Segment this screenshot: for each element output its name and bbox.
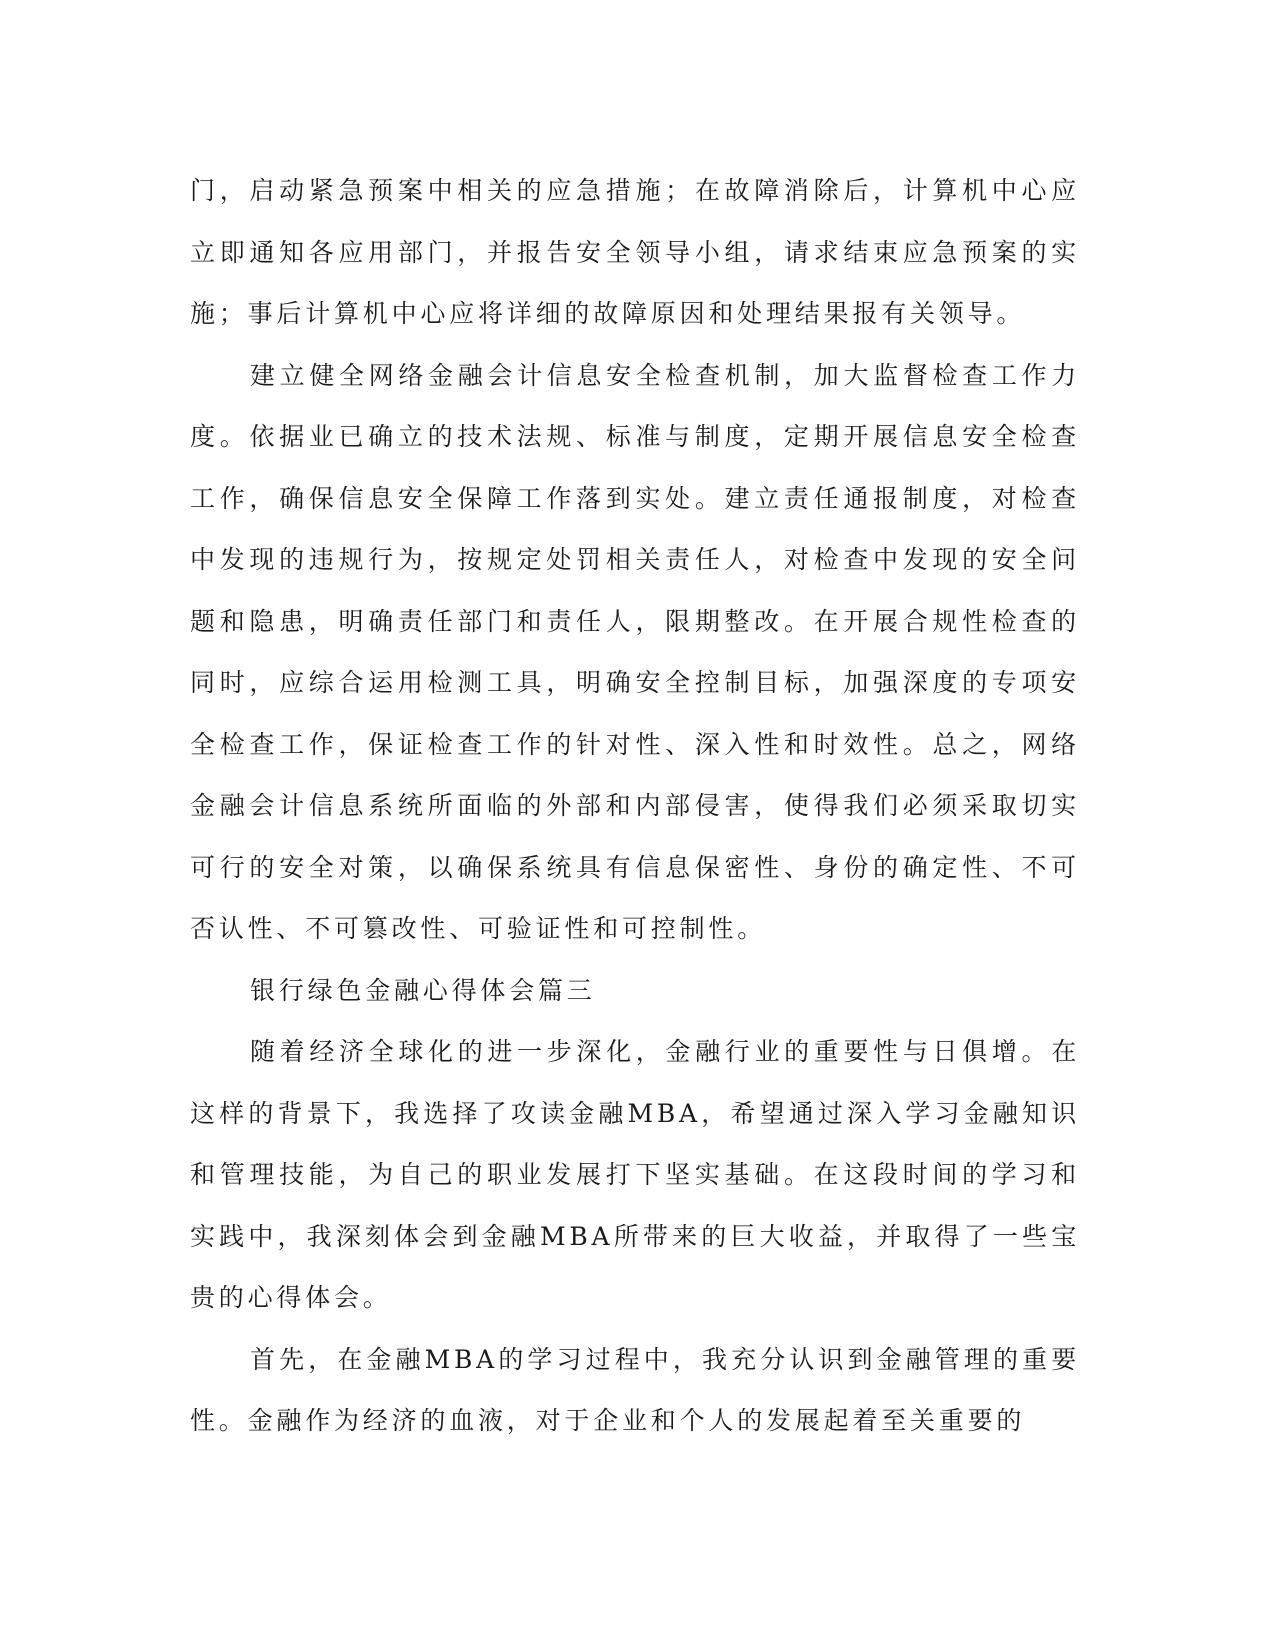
paragraph-security-check: 建立健全网络金融会计信息安全检查机制，加大监督检查工作力度。依据业已确立的技术法规、标准与制度，定期开展信息安全检查工作，确保信息安全保障工作落到实处。建立责任通报制度，对检查中发现的违规行为，按规定处罚相关责任人，对检查中发现的安全问题和隐患，明确责任部门和责任人，限期整改。在开展合规性检查的同时，应综合运用检测工具，明确安全控制目标，加强深度的专项安全检查工作，保证检查工作的针对性、深入性和时效性。总之，网络金融会计信息系统所面临的外部和内部侵害，使得我们必须采取切实可行的安全对策，以确保系统具有信息保密性、身份的确定性、不可否认性、不可篡改性、可验证性和可控制性。 [190,360,1080,943]
section-heading: 银行绿色金融心得体会篇三 [250,975,596,1005]
paragraph-continuation: 门，启动紧急预案中相关的应急措施；在故障消除后，计算机中心应立即通知各应用部门，并报告安全领导小组，请求结束应急预案的实施；事后计算机中心应将详细的故障原因和处理结果报有关领导。 [190,176,1080,328]
paragraph-mba-first: 首先，在金融MBA的学习过程中，我充分认识到金融管理的重要性。金融作为经济的血液，对于企业和个人的发展起着至关重要的 [190,1344,1080,1435]
paragraph-mba-intro: 随着经济全球化的进一步深化，金融行业的重要性与日俱增。在这样的背景下，我选择了攻读金融MBA，希望通过深入学习金融知识和管理技能，为自己的职业发展打下坚实基础。在这段时间的学习和实践中，我深刻体会到金融MBA所带来的巨大收益，并取得了一些宝贵的心得体会。 [190,1037,1080,1312]
document-body [190,160,1080,1452]
